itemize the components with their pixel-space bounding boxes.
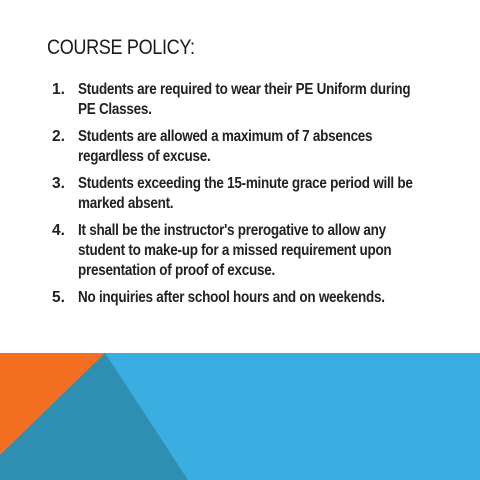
list-item-text: Students are required to wear their PE Uniform during PE Classes.: [78, 81, 411, 118]
slide-title: COURSE POLICY:: [47, 36, 195, 59]
list-item: [52, 288, 480, 308]
list-item-text: Students exceeding the 15-minute grace period will be marked absent.: [78, 175, 413, 212]
list-item: [52, 221, 480, 281]
list-item-number: 2.: [52, 128, 65, 145]
policy-list: [52, 80, 480, 315]
list-item-number: 3.: [52, 175, 65, 192]
decorative-footer: [0, 353, 480, 480]
list-item-text: Students are allowed a maximum of 7 absences regardless of excuse.: [78, 128, 373, 165]
list-item-text: No inquiries after school hours and on weekends.: [78, 289, 385, 306]
list-item: [52, 127, 480, 167]
list-item-text: It shall be the instructor's prerogative to allow any student to make-up for a missed requirement upon presentation of proof of excuse.: [78, 222, 392, 279]
list-item-number: 1.: [52, 81, 65, 98]
list-item: [52, 174, 480, 214]
list-item: [52, 80, 480, 120]
list-item-number: 4.: [52, 222, 65, 239]
list-item-number: 5.: [52, 289, 65, 306]
